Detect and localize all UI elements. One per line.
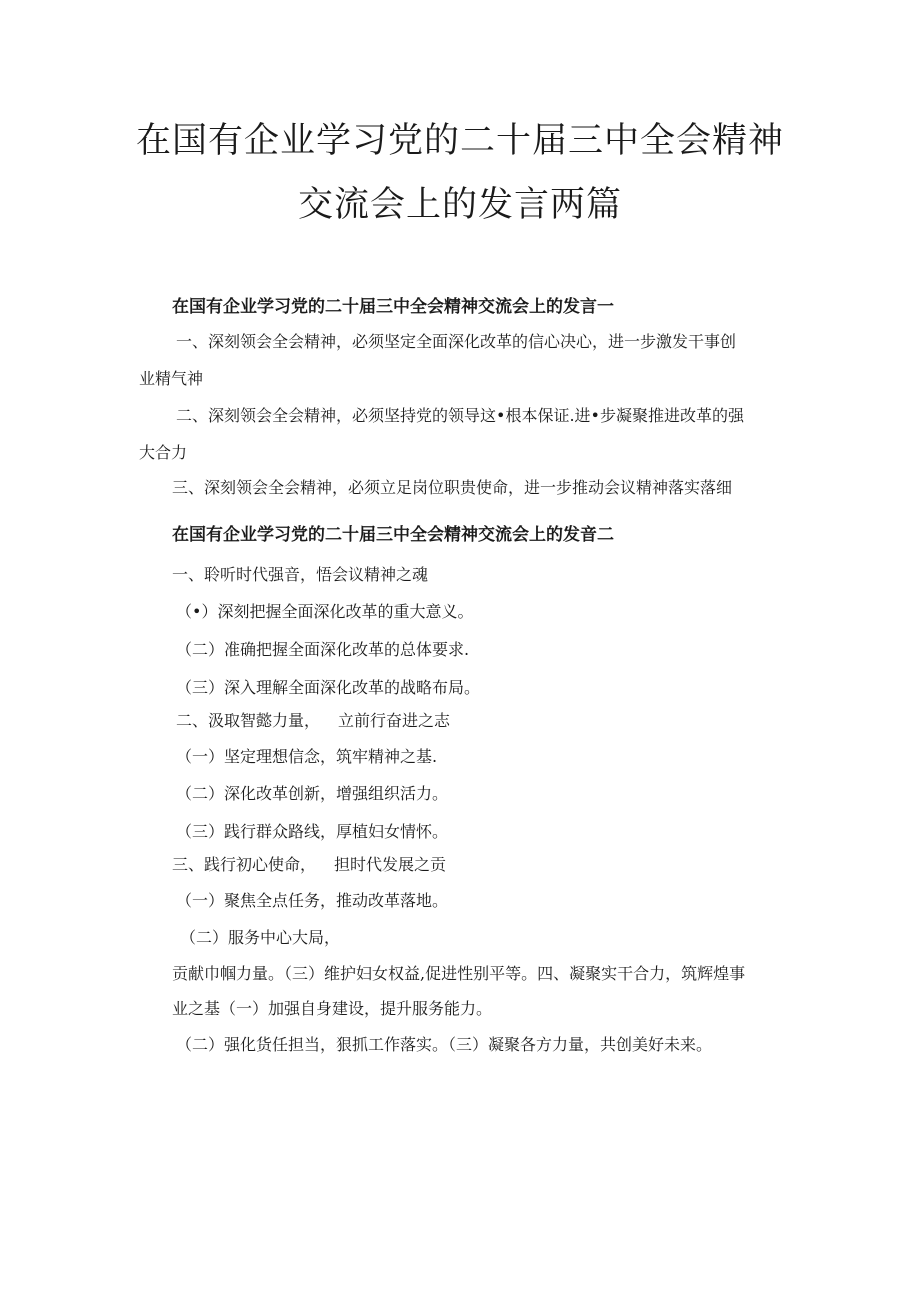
item-label: （一）聚焦全点任务， bbox=[176, 891, 337, 910]
document-title-line-1: 在国有企业学习党的二十届三中全会精神 bbox=[135, 121, 784, 161]
speech-two-section-1-item-2: （二）准确把握全面深化改革的总体要求. bbox=[176, 640, 470, 659]
item-text: 推动改革落地。 bbox=[336, 891, 449, 910]
speech-two-section-2-item-2 bbox=[176, 781, 448, 804]
speech-two-section-2-part-a: 二、汲取智懿力量， bbox=[176, 711, 321, 730]
speech-two-section-3-item-1 bbox=[176, 888, 448, 911]
speech-two-heading: 在国有企业学习党的二十届三中全会精神交流会上的发音二 bbox=[172, 525, 614, 545]
speech-two-section-2-item-3 bbox=[176, 819, 448, 842]
speech-two-section-3-item-2: （二）服务中心大局， bbox=[180, 928, 341, 947]
speech-one-point-2-line-1: 二、深刻领会全会精神，必须坚持党的领导这•根本保证.进•步凝聚推进改革的强 bbox=[176, 406, 744, 425]
speech-two-run-on-line-1: 贡献巾帼力量。（三）维护妇女权益,促进性别平等。四、凝聚实干合力，筑辉煌事 bbox=[172, 964, 746, 983]
speech-two-section-1: 一、聆听时代强音，悟会议精神之魂 bbox=[172, 565, 429, 584]
item-label: （二）深化改革创新， bbox=[176, 784, 337, 803]
speech-two-section-2-part-b: 立前行奋进之志 bbox=[338, 711, 451, 730]
speech-two-run-on-line-3: （二）强化货任担当，狠抓工作落实。（三）凝聚各方力量，共创美好未来。 bbox=[176, 1035, 713, 1054]
item-label: （三）践行群众路线， bbox=[176, 822, 337, 841]
speech-two-section-2 bbox=[176, 708, 450, 731]
speech-two-section-3-part-b: 担时代发展之贡 bbox=[334, 855, 447, 874]
speech-one-point-3: 三、深刻领会全会精神，必须立足岗位职贵使命，进一步推动会议精神落实落细 bbox=[172, 478, 733, 497]
speech-one-point-1-line-2: 业精气神 bbox=[139, 369, 204, 388]
speech-one-point-2-line-2: 大合力 bbox=[139, 443, 188, 462]
speech-two-section-3 bbox=[172, 852, 446, 875]
speech-two-section-1-item-1: （•）深刻把握全面深化改革的重大意义。 bbox=[176, 602, 474, 621]
speech-two-section-3-part-a: 三、践行初心使命， bbox=[172, 855, 317, 874]
item-text: 增强组织活力。 bbox=[336, 784, 449, 803]
speech-two-section-2-item-1 bbox=[176, 744, 437, 767]
item-label: （一）坚定理想信念， bbox=[176, 747, 337, 766]
item-text: 筑牢精神之基. bbox=[336, 747, 438, 766]
speech-one-heading: 在国有企业学习党的二十届三中全会精神交流会上的发言一 bbox=[172, 297, 614, 317]
speech-two-section-1-item-3: （三）深入理解全面深化改革的战略布局。 bbox=[176, 678, 481, 697]
item-text: 厚植妇女情怀。 bbox=[336, 822, 449, 841]
speech-two-run-on-line-2: 业之基（一）加强自身建设，提升服务能力。 bbox=[172, 999, 493, 1018]
speech-one-point-1-line-1: 一、深刻领会全会精神，必须坚定全面深化改革的信心决心，进一步激发干事创 bbox=[176, 332, 737, 351]
document-title-line-2: 交流会上的发言两篇 bbox=[297, 185, 622, 225]
